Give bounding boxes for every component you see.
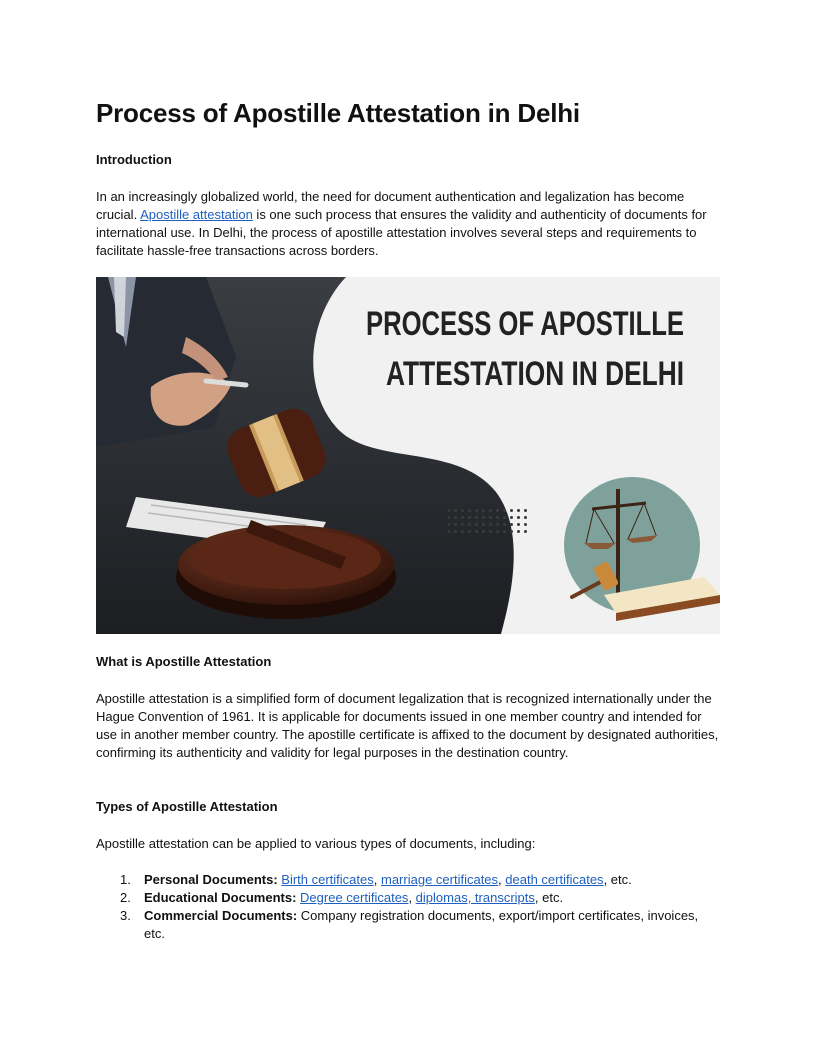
document-types-list <box>96 871 720 943</box>
introduction-paragraph <box>96 188 720 260</box>
types-intro-paragraph: Apostille attestation can be applied to various types of documents, including: <box>96 836 536 851</box>
separator: , <box>373 872 381 887</box>
separator: , <box>498 872 506 887</box>
separator: , <box>408 890 416 905</box>
list-item-text: Company registration documents, export/import certificates, invoices, etc. <box>144 908 699 941</box>
list-item-tail: , etc. <box>603 872 632 887</box>
list-item-tail: , etc. <box>534 890 564 905</box>
hero-title-line1: PROCESS OF APOSTILLE <box>366 305 684 343</box>
hero-banner-image <box>96 277 720 634</box>
marriage-certificates-link[interactable]: marriage certificates <box>381 872 499 887</box>
intro-text-before: In an increasingly globalized world, the need for document authentication and legalization has become crucial. <box>96 189 685 222</box>
diplomas-transcripts-link[interactable]: diplomas, transcripts <box>415 890 535 905</box>
list-item-personal <box>96 871 720 889</box>
introduction-heading: Introduction <box>96 152 172 167</box>
types-heading: Types of Apostille Attestation <box>96 799 278 814</box>
list-item-label: Commercial Documents: <box>144 908 298 923</box>
degree-certificates-link[interactable]: Degree certificates <box>300 890 409 905</box>
birth-certificates-link[interactable]: Birth certificates <box>281 872 374 887</box>
list-item-educational <box>96 889 720 907</box>
page-title: Process of Apostille Attestation in Delhi <box>96 98 580 128</box>
what-is-heading: What is Apostille Attestation <box>96 654 272 669</box>
death-certificates-link[interactable]: death certificates <box>505 872 604 887</box>
intro-text-after: is one such process that ensures the validity and authenticity of documents for international use. In Delhi, the process of apostille attestation involves several steps and requirements to facilitate hassle-free transactions across borders. <box>96 207 707 258</box>
list-item-label: Personal Documents: <box>144 872 278 887</box>
hero-illustration <box>96 277 720 634</box>
list-number: 1. <box>120 872 131 887</box>
hero-title-line2: ATTESTATION IN DELHI <box>386 355 684 393</box>
list-item-commercial <box>96 907 720 943</box>
list-item-label: Educational Documents: <box>144 890 297 905</box>
apostille-attestation-link[interactable]: Apostille attestation <box>140 207 253 222</box>
list-number: 3. <box>120 908 131 923</box>
list-number: 2. <box>120 890 131 905</box>
what-is-paragraph: Apostille attestation is a simplified form of document legalization that is recognized internationally under the Hague Convention of 1961. It is applicable for documents issued in one member country and intended for use in another member country. The apostille certificate is affixed to the document by designated authorities, confirming its authenticity and validity for legal purposes in the destination country. <box>96 691 719 760</box>
